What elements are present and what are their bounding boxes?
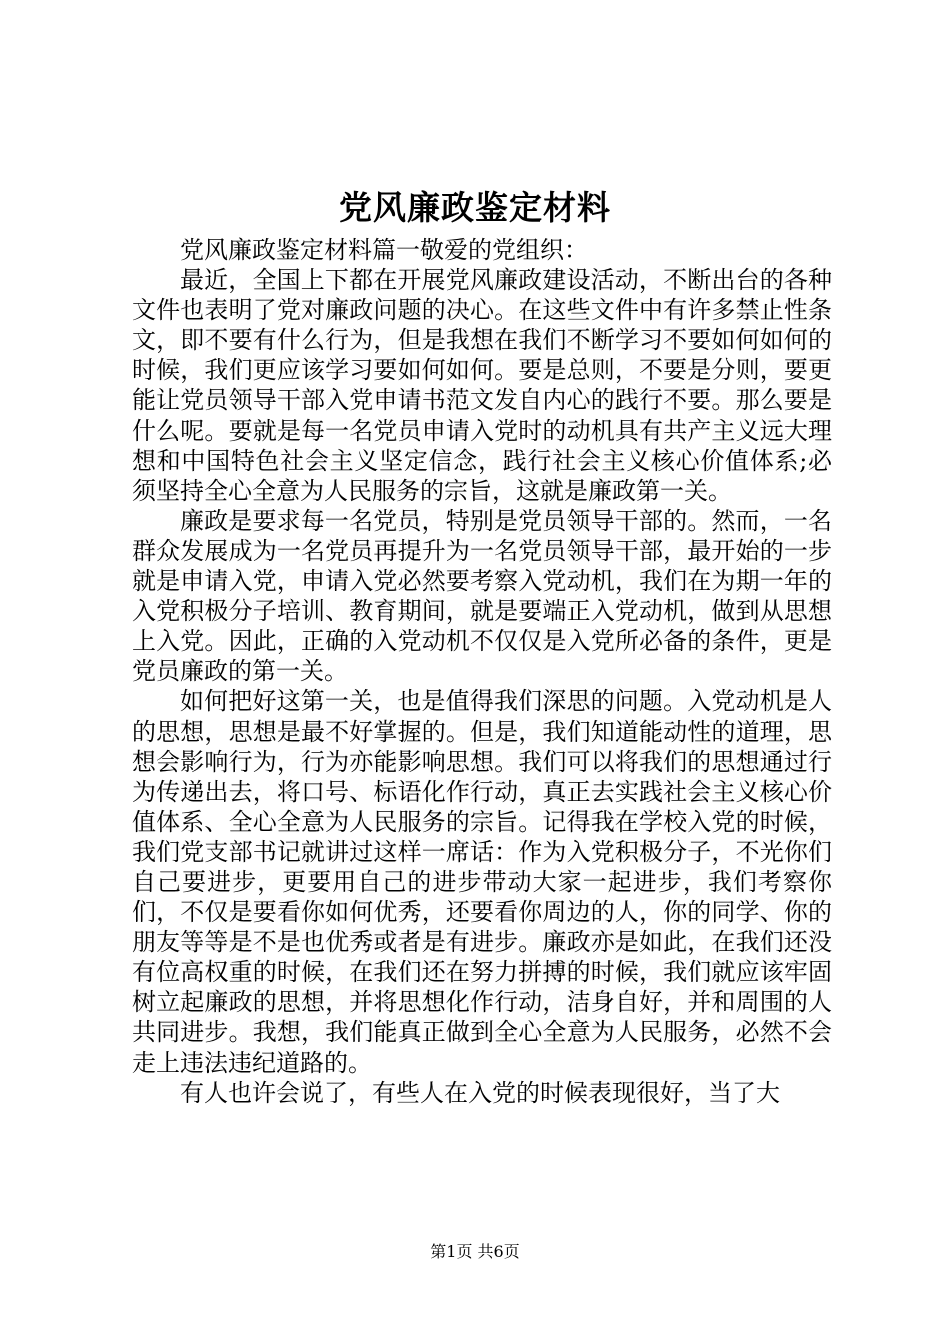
paragraph: 廉政是要求每一名党员，特别是党员领导干部的。然而，一名群众发展成为一名党员再提升为一名党员领导干部，最开始的一步就是申请入党，申请入党必然要考察入党动机，我们在为期一年的入党积极分子培训、教育期间，就是要端正入党动机，做到从思想上入党。因此，正确的入党动机不仅仅是入党所必备的条件，更是党员廉政的第一关。 — [132, 506, 832, 686]
paragraph: 最近，全国上下都在开展党风廉政建设活动，不断出台的各种文件也表明了党对廉政问题的决心。在这些文件中有许多禁止性条文，即不要有什么行为，但是我想在我们不断学习不要如何如何的时候，我们更应该学习要如何如何。要是总则，不要是分则，要更能让党员领导干部入党申请书范文发自内心的践行不要。那么要是什么呢。要就是每一名党员申请入党时的动机具有共产主义远大理想和中国特色社会主义坚定信念，践行社会主义核心价值体系;必须坚持全心全意为人民服务的宗旨，这就是廉政第一关。 — [132, 266, 832, 505]
paragraph: 如何把好这第一关，也是值得我们深思的问题。入党动机是人的思想，思想是最不好掌握的。但是，我们知道能动性的道理，思想会影响行为，行为亦能影响思想。我们可以将我们的思想通过行为传递出去，将口号、标语化作行动，真正去实践社会主义核心价值体系、全心全意为人民服务的宗旨。记得我在学校入党的时候，我们党支部书记就讲过这样一席话：作为入党积极分子，不光你们自己要进步，更要用自己的进步带动大家一起进步，我们考察你们，不仅是要看你如何优秀，还要看你周边的人，你的同学、你的朋友等等是不是也优秀或者是有进步。廉政亦是如此，在我们还没有位高权重的时候，在我们还在努力拼搏的时候，我们就应该牢固树立起廉政的思想，并将思想化作行动，洁身自好，并和周围的人共同进步。我想，我们能真正做到全心全意为人民服务，必然不会走上违法违纪道路的。 — [132, 687, 832, 1077]
paragraph: 有人也许会说了，有些人在入党的时候表现很好，当了大 — [180, 1078, 780, 1107]
document-body — [132, 235, 832, 1108]
paragraph-heading: 党风廉政鉴定材料篇一敬爱的党组织： — [180, 236, 588, 264]
page-number-footer: 第1页 共6页 — [430, 1242, 520, 1261]
document-title: 党风廉政鉴定材料 — [339, 188, 611, 227]
